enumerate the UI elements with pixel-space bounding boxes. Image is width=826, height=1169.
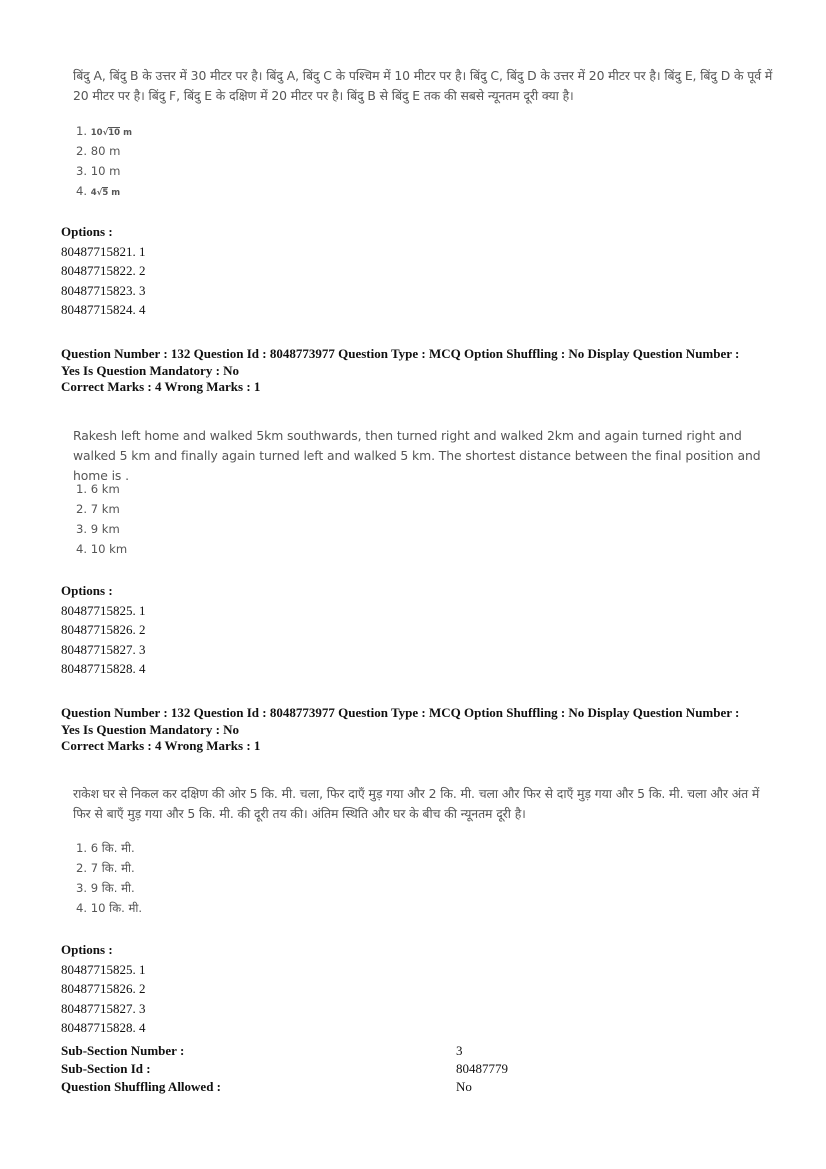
option-row: 80487715826. 2 xyxy=(61,981,146,996)
choice-item: 3. 9 कि. मी. xyxy=(76,881,135,895)
choice-list xyxy=(76,479,127,559)
question-text: Rakesh left home and walked 5km southwards, then turned right and walked 2km and again turned right and walked 5 km and finally again turned left and walked 5 km. The shortest distance between the final position and home is . xyxy=(73,428,761,483)
option-row: 80487715824. 4 xyxy=(61,302,146,317)
choice-item: 1. 6 कि. मी. xyxy=(76,841,135,855)
options-label: Options : xyxy=(61,583,113,598)
question-shuffling-value: No xyxy=(456,1079,472,1094)
choice-item: 3. 10 m xyxy=(76,164,121,178)
option-row: 80487715827. 3 xyxy=(61,1000,146,1016)
choice-list xyxy=(76,838,142,918)
subsection-id-label: Sub-Section Id : xyxy=(61,1061,151,1076)
option-row: 80487715828. 4 xyxy=(61,661,146,676)
option-row: 80487715825. 1 xyxy=(61,961,146,977)
options-label: Options : xyxy=(61,942,113,957)
question-shuffling-label: Question Shuffling Allowed : xyxy=(61,1079,222,1094)
choice-item: 4. 10 कि. मी. xyxy=(76,901,143,915)
question-meta: Question Number : 132 Question Id : 8048773977 Question Type : MCQ Option Shuffling : No Display Question Number : Yes Is Question Mandatory : No Correct Marks : 4 Wrong Marks : 1 xyxy=(61,705,740,753)
question-meta: Question Number : 132 Question Id : 8048773977 Question Type : MCQ Option Shuffling : No Display Question Number : Yes Is Question Mandatory : No Correct Marks : 4 Wrong Marks : 1 xyxy=(61,346,740,394)
subsection-number-value: 3 xyxy=(456,1043,463,1058)
choice-list xyxy=(76,121,132,201)
choice-item: 2. 7 km xyxy=(76,502,120,516)
option-row: 80487715827. 3 xyxy=(61,641,146,657)
options-section xyxy=(61,940,146,1038)
choice-item: 1. 10√10 m xyxy=(76,124,132,138)
choice-item: 1. 6 km xyxy=(76,482,120,496)
subsection-id-value: 80487779 xyxy=(456,1061,508,1076)
choice-item: 3. 9 km xyxy=(76,522,120,536)
choice-item: 2. 7 कि. मी. xyxy=(76,861,135,875)
choice-item: 4. 10 km xyxy=(76,542,128,556)
subsection-number-label: Sub-Section Number : xyxy=(61,1043,185,1058)
question-text: राकेश घर से निकल कर दक्षिण की ओर 5 कि. मी. चला, फिर दाएँ मुड़ गया और 2 कि. मी. चला और फिर से दाएँ मुड़ गया और 5 कि. मी. चला और अंत में फिर से बाएँ मुड़ गया और 5 कि. मी. की दूरी तय की। अंतिम स्थिति और घर के बीच की न्यूनतम दूरी है। xyxy=(73,786,760,821)
option-row: 80487715826. 2 xyxy=(61,622,146,637)
option-row: 80487715821. 1 xyxy=(61,243,146,259)
option-row: 80487715822. 2 xyxy=(61,263,146,278)
options-label: Options : xyxy=(61,224,113,239)
choice-item: 2. 80 m xyxy=(76,144,121,158)
options-section xyxy=(61,581,146,679)
option-row: 80487715825. 1 xyxy=(61,602,146,618)
option-row: 80487715828. 4 xyxy=(61,1020,146,1035)
option-row: 80487715823. 3 xyxy=(61,282,146,298)
question-text: बिंदु A, बिंदु B के उत्तर में 30 मीटर पर है। बिंदु A, बिंदु C के पश्चिम में 10 मीटर पर है। बिंदु C, बिंदु D के उत्तर में 20 मीटर पर है। बिंदु E, बिंदु D के पूर्व में 20 मीटर पर है। बिंदु F, बिंदु E के दक्षिण में 20 मीटर पर है। बिंदु B से बिंदु E तक की सबसे न्यूनतम दूरी क्या है। xyxy=(73,68,773,103)
choice-item: 4. 4√5 m xyxy=(76,184,121,198)
options-section xyxy=(61,222,146,320)
